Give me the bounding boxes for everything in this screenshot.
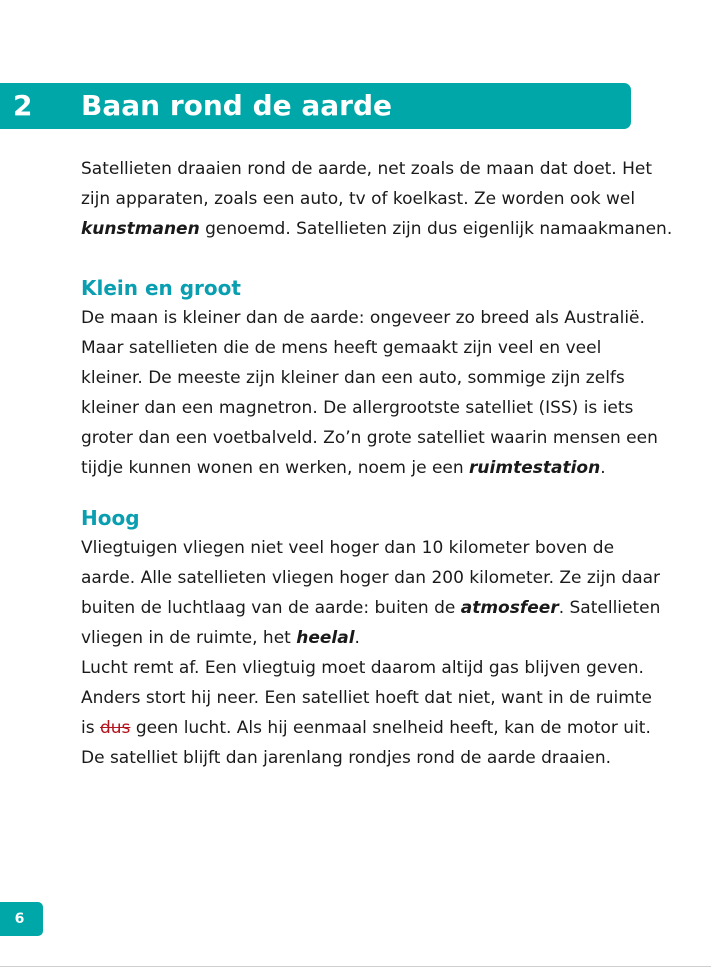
section-paragraph: [81, 533, 661, 773]
text-line: kleiner. De meeste zijn kleiner dan een auto, sommige zijn zelfs: [81, 368, 625, 388]
text-line: [81, 623, 641, 653]
text-line: zijn apparaten, zoals een auto, tv of koelkast. Ze worden ook wel: [81, 189, 636, 209]
text-fragment: .: [600, 458, 606, 478]
chapter-number: 2: [13, 89, 33, 122]
text-line: [81, 713, 651, 743]
text-line: De maan is kleiner dan de aarde: ongeveer zo breed als Australië.: [81, 308, 645, 328]
text-line: kleiner dan een magnetron. De allergrootste satelliet (ISS) is iets: [81, 398, 634, 418]
text-fragment: tijdje kunnen wonen en werken, noem je een: [81, 458, 470, 478]
text-fragment: is: [81, 718, 100, 738]
text-fragment: geen lucht. Als hij eenmaal snelheid heeft, kan de motor uit.: [130, 718, 651, 738]
text-line: Anders stort hij neer. Een satelliet hoeft dat niet, want in de ruimte: [81, 688, 652, 708]
section-heading-hoog: Hoog: [81, 506, 140, 530]
text-line: Satellieten draaien rond de aarde, net zoals de maan dat doet. Het: [81, 159, 653, 179]
term-heelal: heelal: [296, 628, 355, 648]
section-heading-klein-en-groot: Klein en groot: [81, 276, 241, 300]
text-line: aarde. Alle satellieten vliegen hoger dan 200 kilometer. Ze zijn daar: [81, 568, 661, 588]
text-fragment: . Satellieten: [558, 598, 661, 618]
text-line: Maar satellieten die de mens heeft gemaakt zijn veel en veel: [81, 338, 602, 358]
text-fragment: .: [354, 628, 360, 648]
text-line: Vliegtuigen vliegen niet veel hoger dan 10 kilometer boven de: [81, 538, 615, 558]
term-kunstmanen: kunstmanen: [81, 219, 200, 239]
text-fragment: vliegen in de ruimte, het: [81, 628, 297, 648]
chapter-header-bar: [0, 83, 631, 129]
chapter-title: Baan rond de aarde: [81, 89, 392, 122]
text-fragment: buiten de luchtlaag van de aarde: buiten de: [81, 598, 461, 618]
text-line: groter dan een voetbalveld. Zo’n grote satelliet waarin mensen een: [81, 428, 658, 448]
text-line: [81, 593, 661, 623]
text-line: Lucht remt af. Een vliegtuig moet daarom altijd gas blijven geven.: [81, 658, 644, 678]
term-atmosfeer: atmosfeer: [460, 598, 559, 618]
article-body: [81, 154, 673, 773]
section-paragraph: [81, 303, 658, 483]
text-line: [81, 453, 641, 483]
page-number-tab: 6: [0, 902, 43, 936]
text-line: De satelliet blijft dan jarenlang rondjes rond de aarde draaien.: [81, 748, 612, 768]
text-line: [81, 214, 673, 244]
intro-paragraph: [81, 154, 673, 244]
text-fragment: genoemd. Satellieten zijn dus eigenlijk namaakmanen.: [199, 219, 673, 239]
term-ruimtestation: ruimtestation: [469, 458, 601, 478]
page-bottom-divider: [0, 966, 711, 967]
struck-word: dus: [99, 718, 131, 738]
